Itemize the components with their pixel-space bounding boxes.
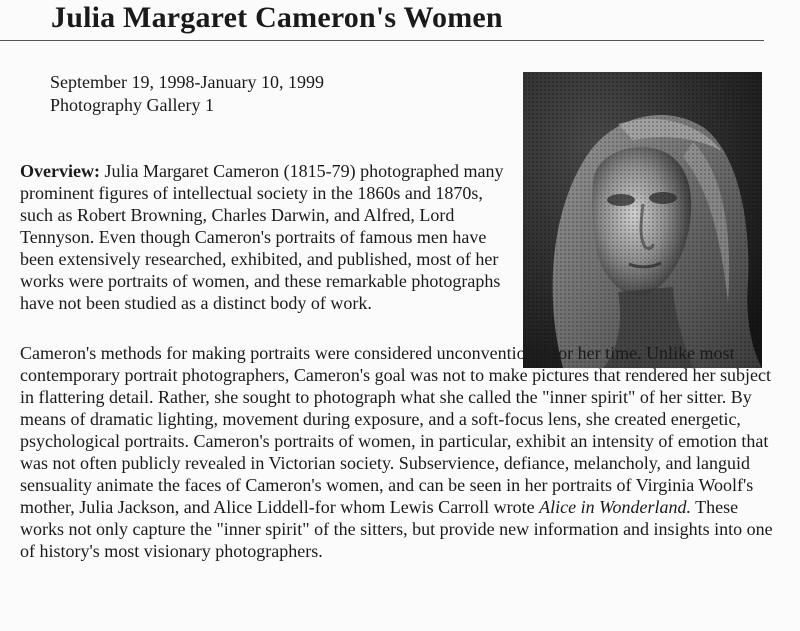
methods-text-after: These works not only capture the "inner spirit" of the sitters, but provide new information and insights into one of history's most visionary photographers. <box>20 497 773 561</box>
title-divider <box>0 40 764 41</box>
book-title: Alice in Wonderland. <box>539 497 691 517</box>
overview-label: Overview: <box>20 161 100 181</box>
exhibit-dates: September 19, 1998-January 10, 1999 <box>50 72 324 92</box>
exhibit-location: Photography Gallery 1 <box>50 95 214 115</box>
overview-text: Julia Margaret Cameron (1815-79) photographed many prominent figures of intellectual society in the 1860s and 1870s, such as Robert Browning, Charles Darwin, and Alfred, Lord Tennyson. Even though Cameron's portraits of famous men have been extensively researched, exhibited, and published, most of her works were portraits of women, and these remarkable photographs have not been studied as a distinct body of work. <box>20 161 504 313</box>
methods-text-before: Cameron's methods for making portraits were considered unconventional for her time. Unlike most contemporary portrait photographers, Cameron's goal was not to make pictures that rendered her subject in flattering detail. Rather, she sought to photograph what she called the "inner spirit" of her sitter. By means of dramatic lighting, movement during exposure, and a soft-focus lens, she created energetic, psychological portraits. Cameron's portraits of women, in particular, exhibit an intensity of emotion that was not often publicly revealed in Victorian society. Subservience, defiance, melancholy, and languid sensuality animate the faces of Cameron's women, and can be seen in her portraits of Virginia Woolf's mother, Julia Jackson, and Alice Liddell-for whom Lewis Carroll wrote <box>20 343 771 517</box>
page-title: Julia Margaret Cameron's Women <box>51 1 503 34</box>
overview-paragraph <box>20 160 520 314</box>
methods-paragraph <box>20 342 780 562</box>
portrait-photograph <box>523 72 762 368</box>
exhibit-info <box>50 71 324 117</box>
